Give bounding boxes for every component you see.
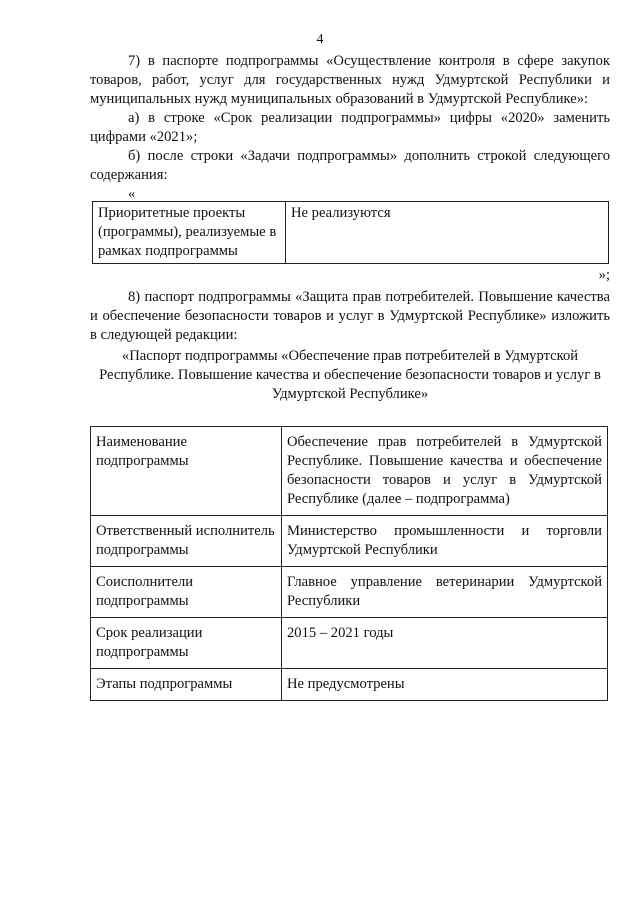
item-7-intro: 7) в паспорте подпрограммы «Осуществление контроля в сфере закупок товаров, работ, услуг для государственных нужд Удмуртской Республики и муниципальных нужд муниципальных образований в Удмуртской Республике»:	[90, 53, 610, 107]
passport-row-label: Ответственный исполнитель подпрограммы	[91, 516, 282, 567]
passport-row-label: Соисполнители подпрограммы	[91, 567, 282, 618]
item-7-sub-a: а) в строке «Срок реализации подпрограммы» цифры «2020» заменить цифрами «2021»;	[90, 110, 610, 145]
item-8-intro: 8) паспорт подпрограммы «Защита прав потребителей. Повышение качества и обеспечение безопасности товаров и услуг в Удмуртской Республике» изложить в следующей редакции:	[90, 289, 610, 343]
passport-row-label: Этапы подпрограммы	[91, 669, 282, 701]
insert-row-label: Приоритетные проекты (программы), реализуемые в рамках подпрограммы	[93, 202, 286, 264]
document-body	[90, 52, 610, 701]
table-row	[93, 202, 609, 264]
item-7-sub-b: б) после строки «Задачи подпрограммы» дополнить строкой следующего содержания:	[90, 148, 610, 183]
passport-row-label: Срок реализации подпрограммы	[91, 618, 282, 669]
table-row	[91, 618, 608, 669]
passport-title: «Паспорт подпрограммы «Обеспечение прав потребителей в Удмуртской Республике. Повышение качества и обеспечение безопасности товаров и услуг в Удмуртской Республике»	[99, 348, 601, 402]
passport-row-value: Не предусмотрены	[282, 669, 608, 701]
passport-row-value: 2015 – 2021 годы	[282, 618, 608, 669]
page-number: 4	[316, 32, 324, 47]
table-row	[91, 669, 608, 701]
insert-row-table	[92, 201, 609, 264]
passport-row-value: Обеспечение прав потребителей в Удмуртской Республике. Повышение качества и обеспечение безопасности товаров и услуг в Удмуртской Республике (далее – подпрограмма)	[282, 427, 608, 516]
passport-table	[90, 426, 608, 701]
table-row	[91, 516, 608, 567]
table-row	[91, 567, 608, 618]
passport-row-value: Главное управление ветеринарии Удмуртской Республики	[282, 567, 608, 618]
passport-row-value: Министерство промышленности и торговли Удмуртской Республики	[282, 516, 608, 567]
table-row	[91, 427, 608, 516]
opening-quote: «	[128, 186, 136, 202]
insert-row-value: Не реализуются	[286, 202, 609, 264]
passport-row-label: Наименование подпрограммы	[91, 427, 282, 516]
closing-quote: »;	[598, 267, 610, 283]
